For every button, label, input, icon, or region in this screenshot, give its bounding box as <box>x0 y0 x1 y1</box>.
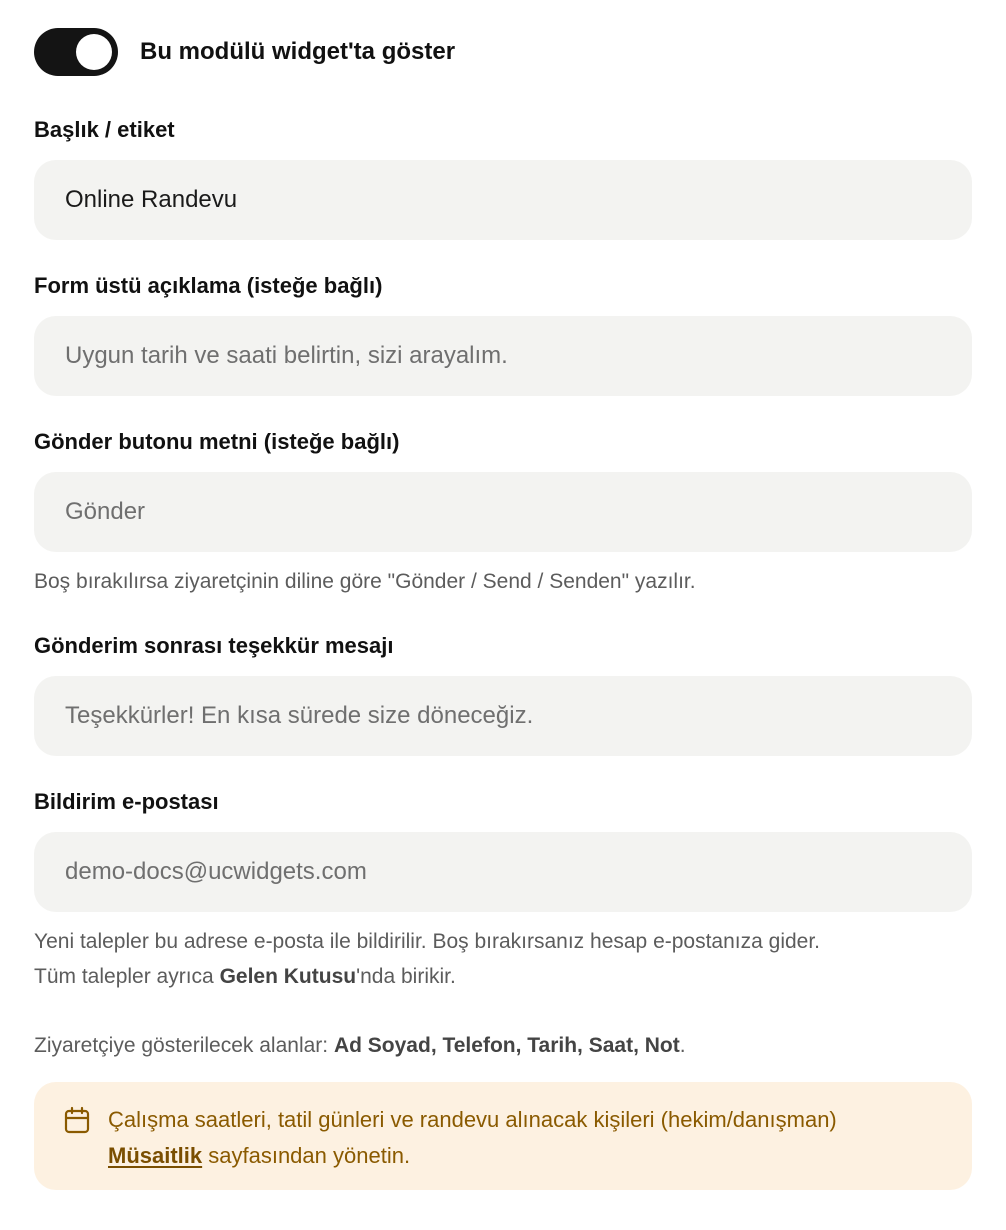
description-label: Form üstü açıklama (isteğe bağlı) <box>34 273 383 298</box>
visible-fields-suffix: . <box>679 1034 686 1057</box>
availability-info-box <box>34 1082 972 1190</box>
widget-visibility-toggle-row <box>34 28 455 76</box>
availability-link[interactable]: Müsaitlik <box>108 1143 203 1168</box>
thanks-label: Gönderim sonrası teşekkür mesajı <box>34 633 394 658</box>
submit-text-hint: Boş bırakılırsa ziyaretçinin diline göre "Gönder / Send / Senden" yazılır. <box>34 570 696 593</box>
email-input-placeholder: demo-docs@ucwidgets.com <box>65 858 367 885</box>
email-hint-line2 <box>34 959 974 994</box>
email-hint <box>34 924 974 994</box>
email-input[interactable] <box>34 832 972 912</box>
submit-text-label: Gönder butonu metni (isteğe bağlı) <box>34 429 400 454</box>
visible-fields-prefix: Ziyaretçiye gösterilecek alanlar: <box>34 1034 334 1057</box>
title-input[interactable] <box>34 160 972 240</box>
calendar-icon <box>64 1106 90 1134</box>
info-line2 <box>108 1138 942 1174</box>
toggle-knob <box>76 34 112 70</box>
description-input[interactable] <box>34 316 972 396</box>
email-hint-line2-pre: Tüm talepler ayrıca <box>34 965 220 988</box>
email-hint-line1: Yeni talepler bu adrese e-posta ile bildirilir. Boş bırakırsanız hesap e-postanıza gider. <box>34 930 821 953</box>
widget-visibility-toggle[interactable] <box>34 28 118 76</box>
email-label: Bildirim e-postası <box>34 789 219 814</box>
visible-fields-note <box>34 1028 974 1063</box>
info-line1: Çalışma saatleri, tatil günleri ve randevu alınacak kişileri (hekim/danışman) <box>108 1107 837 1132</box>
thanks-input-placeholder: Teşekkürler! En kısa sürede size döneceğiz. <box>65 702 534 729</box>
inbox-name: Gelen Kutusu <box>219 965 357 988</box>
submit-text-input-placeholder: Gönder <box>65 498 146 525</box>
submit-text-input[interactable] <box>34 472 972 552</box>
toggle-label: Bu modülü widget'ta göster <box>140 38 456 65</box>
email-hint-line2-post: 'nda birikir. <box>356 965 456 988</box>
title-input-value: Online Randevu <box>65 186 238 213</box>
visible-fields-list: Ad Soyad, Telefon, Tarih, Saat, Not <box>333 1034 680 1057</box>
title-label: Başlık / etiket <box>34 117 175 142</box>
thanks-input[interactable] <box>34 676 972 756</box>
description-input-placeholder: Uygun tarih ve saati belirtin, sizi arayalım. <box>65 342 508 369</box>
info-line2-rest: sayfasından yönetin. <box>202 1143 411 1168</box>
